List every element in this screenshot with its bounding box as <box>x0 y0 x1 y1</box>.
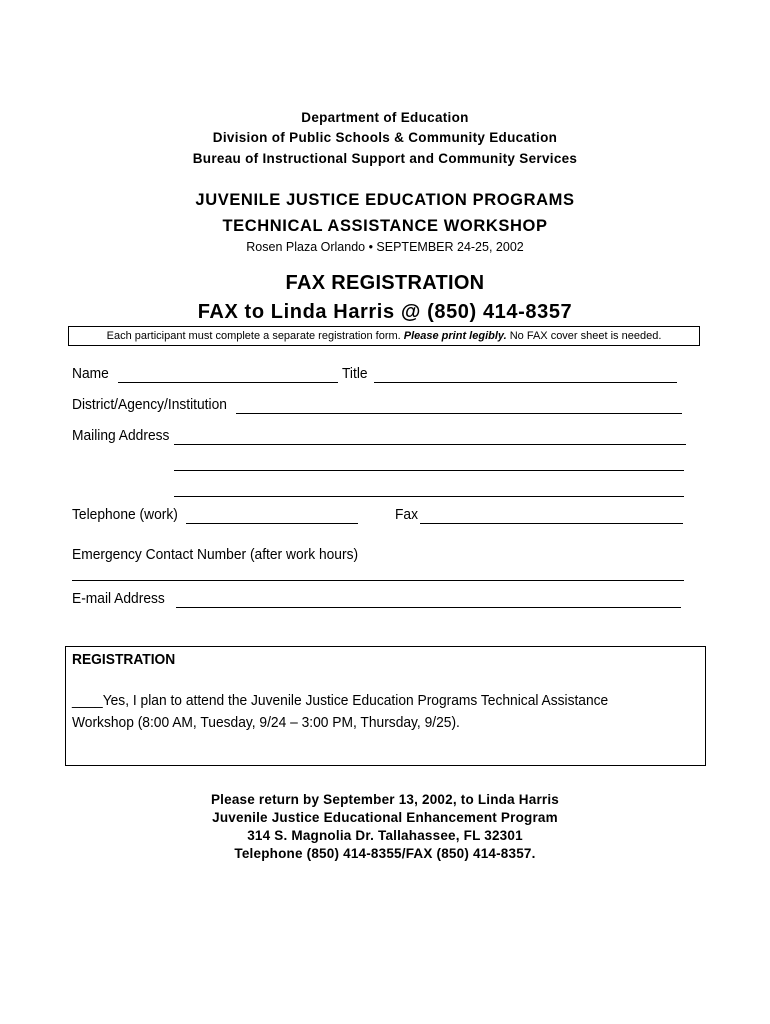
title-field[interactable] <box>374 382 677 383</box>
mailing-address-field-1[interactable] <box>174 444 686 445</box>
mailing-address: 314 S. Magnolia Dr. Tallahassee, FL 32301 <box>247 828 523 843</box>
fax-registration-title: FAX REGISTRATION <box>285 272 485 294</box>
venue-date: Rosen Plaza Orlando • SEPTEMBER 24-25, 2002 <box>246 240 524 254</box>
telephone-label: Telephone (work) <box>72 506 178 523</box>
print-legibly-text: Please print legibly. <box>403 330 507 342</box>
attend-confirmation-line1[interactable]: ____Yes, I plan to attend the Juvenile Justice Education Programs Technical Assistance <box>72 692 609 709</box>
email-label: E-mail Address <box>72 590 165 607</box>
mailing-address-field-2[interactable] <box>174 470 684 471</box>
workshop-title: TECHNICAL ASSISTANCE WORKSHOP <box>222 217 548 235</box>
program-name: Juvenile Justice Educational Enhancement Program <box>212 810 558 825</box>
name-label: Name <box>72 365 109 382</box>
program-title: JUVENILE JUSTICE EDUCATION PROGRAMS <box>195 191 575 209</box>
emergency-contact-label: Emergency Contact Number (after work hours) <box>72 546 359 563</box>
mailing-address-label: Mailing Address <box>72 427 170 444</box>
contact-numbers: Telephone (850) 414-8355/FAX (850) 414-8357. <box>234 846 536 861</box>
instructions-text: Each participant must complete a separate registration form. <box>106 330 404 342</box>
no-cover-sheet-text: No FAX cover sheet is needed. <box>506 330 662 342</box>
fax-field[interactable] <box>420 523 683 524</box>
name-field[interactable] <box>118 382 338 383</box>
title-label: Title <box>342 365 368 382</box>
emergency-contact-field[interactable] <box>72 580 684 581</box>
attend-confirmation-line2: Workshop (8:00 AM, Tuesday, 9/24 – 3:00 PM, Thursday, 9/25). <box>72 714 460 731</box>
return-deadline: Please return by September 13, 2002, to Linda Harris <box>210 792 560 807</box>
bureau-name: Bureau of Instructional Support and Community Services <box>192 151 578 166</box>
district-field[interactable] <box>236 413 682 414</box>
registration-heading: REGISTRATION <box>72 651 176 668</box>
fax-label: Fax <box>395 506 419 523</box>
department-name: Department of Education <box>301 110 469 125</box>
instructions-box <box>68 326 700 346</box>
fax-to-line: FAX to Linda Harris @ (850) 414-8357 <box>197 301 573 323</box>
telephone-field[interactable] <box>186 523 358 524</box>
email-field[interactable] <box>176 607 681 608</box>
mailing-address-field-3[interactable] <box>174 496 684 497</box>
division-name: Division of Public Schools & Community Education <box>212 130 558 145</box>
district-label: District/Agency/Institution <box>72 396 227 413</box>
